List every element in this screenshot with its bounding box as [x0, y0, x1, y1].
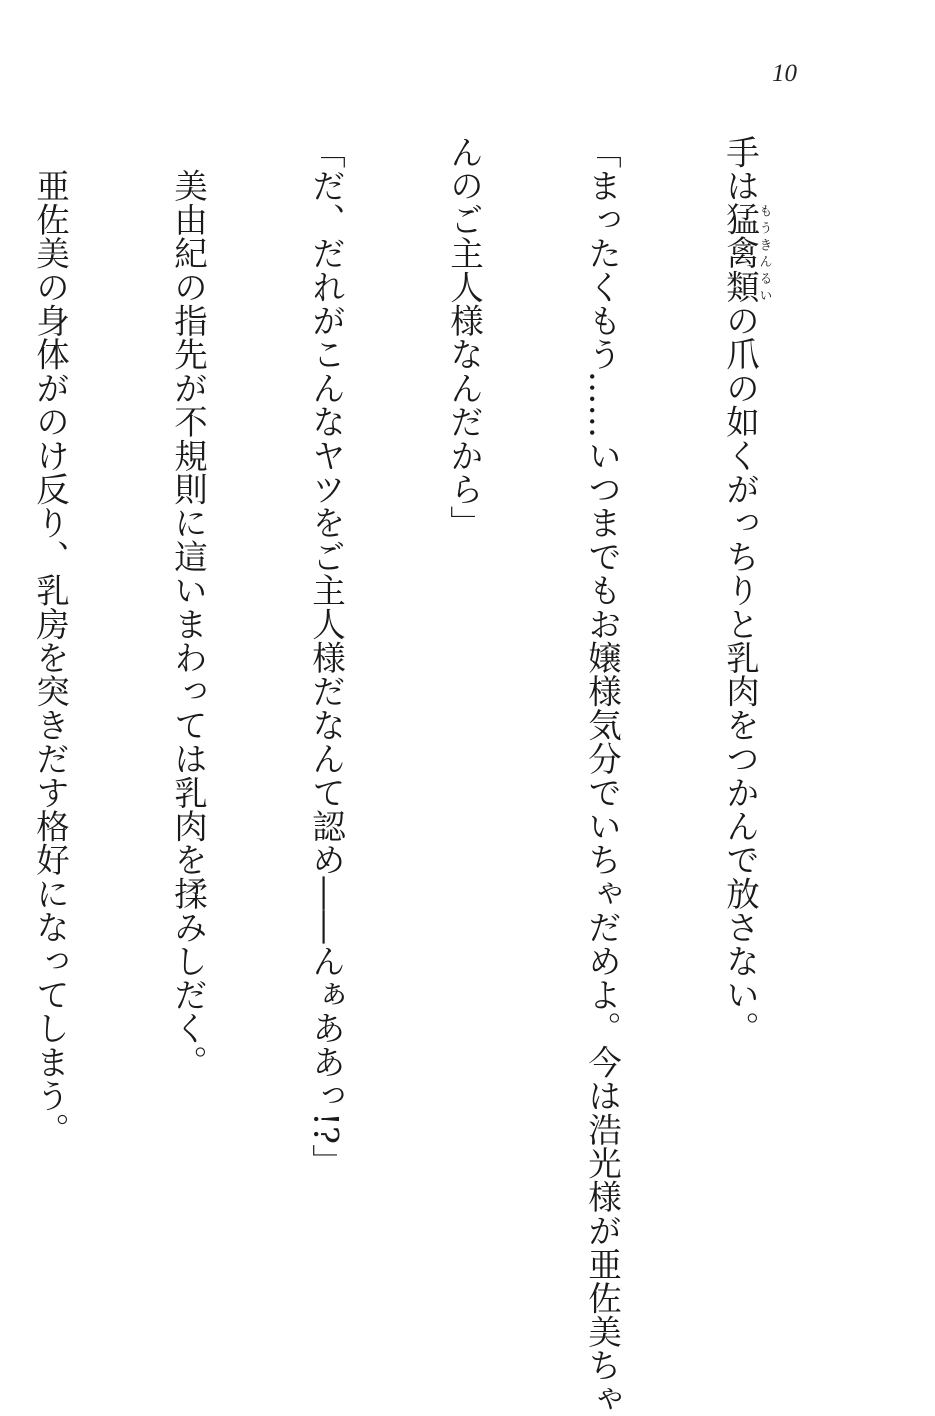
- text-line: 美由紀の指先が不規則に這いまわっては乳肉を揉みしだく。: [168, 135, 208, 1079]
- body-text: [0, 135, 863, 1416]
- text-line: んのご主人様なんだから」: [444, 135, 484, 540]
- ruby-base: 猛禽類: [720, 202, 760, 304]
- text-line: 「だ、だれがこんなヤツをご主人様だなんて認め――んぁああっ!?」: [306, 135, 346, 1178]
- page-number: 10: [772, 60, 797, 87]
- line-rest: の爪の如くがっちりと乳肉をつかんで放さない。: [720, 303, 760, 1045]
- ruby-word: [720, 202, 772, 304]
- text-line: 「まったくもう……いつまでもお嬢様気分でいちゃだめよ。今は浩光様が亜佐美ちゃ: [582, 135, 622, 1416]
- text-line: [717, 135, 772, 1375]
- line-start: 手は: [720, 135, 760, 203]
- text-line: 亜佐美の身体がのけ反り、乳房を突きだす格好になってしまう。: [30, 135, 70, 1146]
- furigana: もうきんるい: [756, 202, 772, 304]
